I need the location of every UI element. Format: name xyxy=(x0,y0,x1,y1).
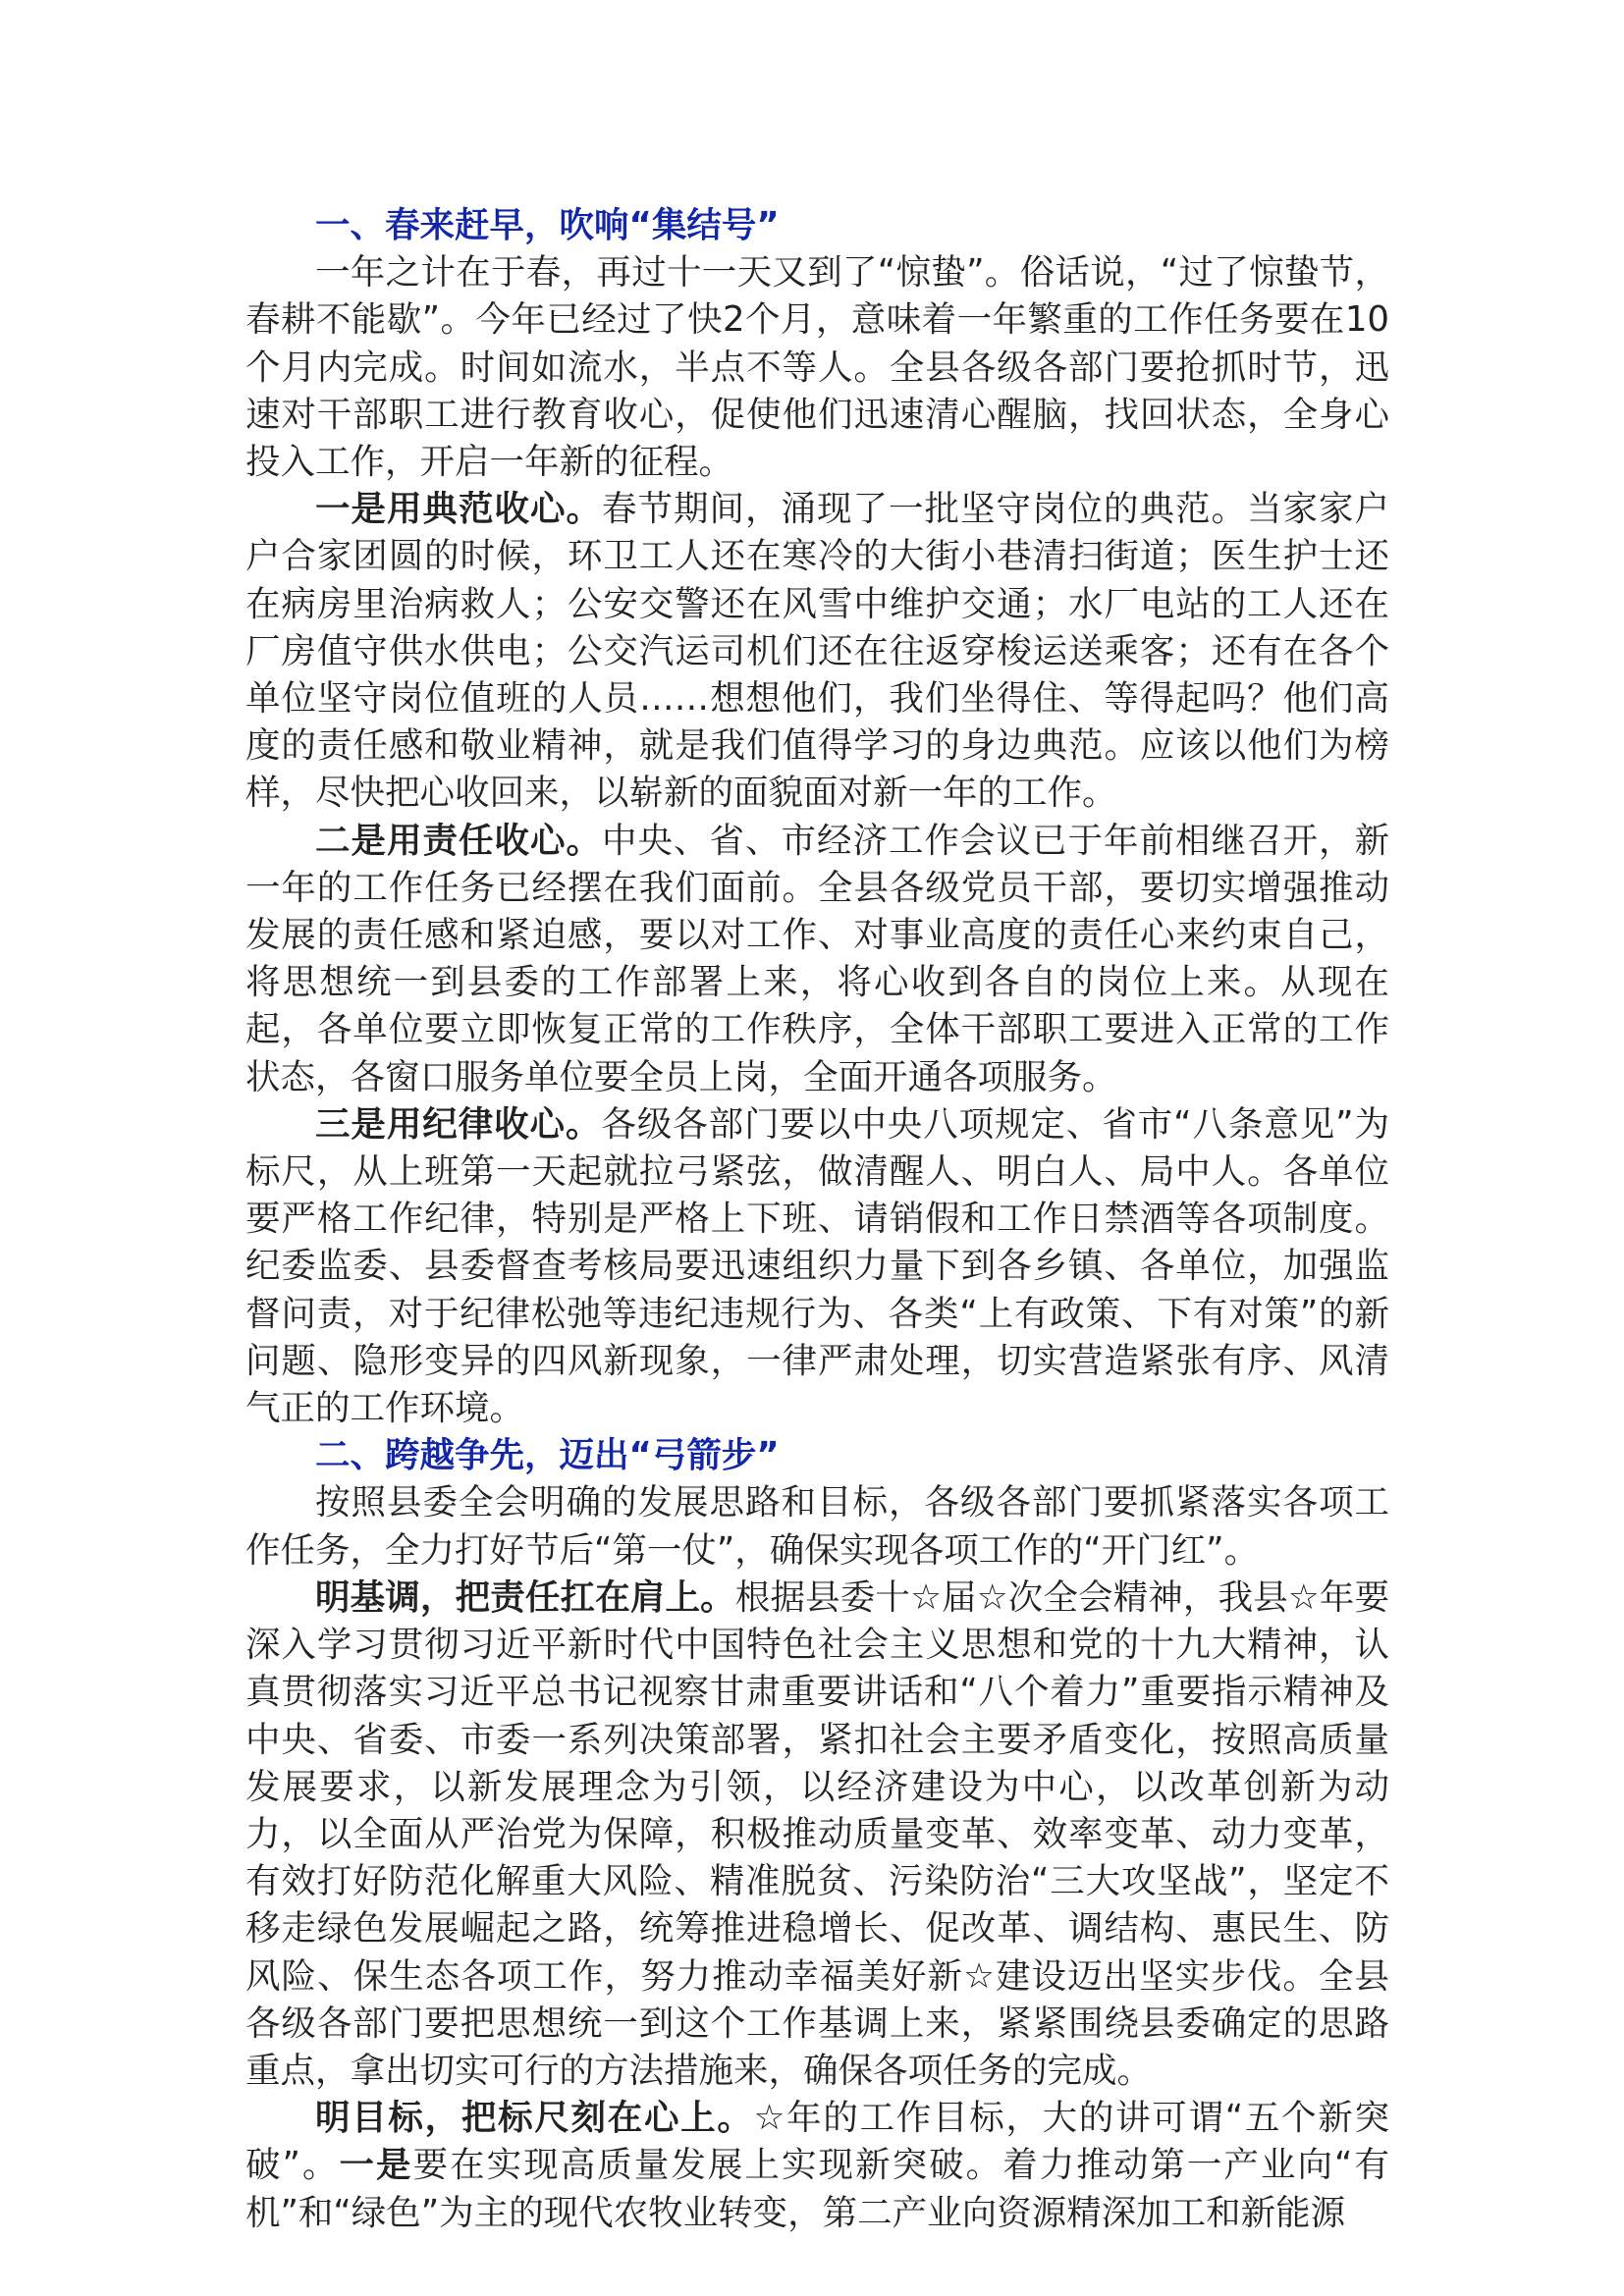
paragraph xyxy=(245,249,1389,486)
paragraph-text: 春节期间，涌现了一批坚守岗位的典范。当家家户户合家团圆的时候，环卫工人还在寒冷的大街小巷清扫街道；医生护士还在病房里治病救人；公安交警还在风雪中维护交通；水厂电站的工人还在厂房值守供水供电；公交汽运司机们还在往返穿梭运送乘客；还有在各个单位坚守岗位值班的人员……想想他们，我们坐得住、等得起吗？他们高度的责任感和敬业精神，就是我们值得学习的身边典范。应该以他们为榜样，尽快把心收回来，以崭新的面貌面对新一年的工作。 xyxy=(245,489,1389,814)
paragraph xyxy=(245,1575,1389,2095)
paragraph-lead: 明基调，把责任扛在肩上。 xyxy=(315,1576,735,1618)
paragraph-lead: 明目标，把标尺刻在心上。 xyxy=(315,2098,754,2139)
paragraph-lead: 一是用典范收心。 xyxy=(315,489,602,530)
paragraph-text: 按照县委全会明确的发展思路和目标，各级各部门要抓紧落实各项工作任务，全力打好节后“第一仗”，确保实现各项工作的“开门红”。 xyxy=(245,1482,1389,1571)
paragraph xyxy=(245,818,1389,1101)
document-body xyxy=(245,202,1389,2237)
paragraph-text-secondary: 要在实现高质量发展上实现新突破。着力推动第一产业向“有机”和“绿色”为主的现代农牧业转变，第二产业向资源精深加工和新能源 xyxy=(245,2145,1389,2233)
paragraph xyxy=(245,1479,1389,1574)
paragraph xyxy=(245,486,1389,817)
section-heading-1: 一、春来赶早，吹响“集结号” xyxy=(315,205,780,245)
section-heading-2: 二、跨越争先，迈出“弓箭步” xyxy=(315,1435,780,1476)
paragraph xyxy=(245,1101,1389,1432)
paragraph xyxy=(245,2095,1389,2237)
paragraph-lead-secondary: 一是 xyxy=(339,2145,413,2186)
paragraph-text: 根据县委十☆届☆次全会精神，我县☆年要深入学习贯彻习近平新时代中国特色社会主义思想和党的十九大精神，认真贯彻落实习近平总书记视察甘肃重要讲话和“八个着力”重要指示精神及中央、省委、市委一系列决策部署，紧扣社会主要矛盾变化，按照高质量发展要求，以新发展理念为引领，以经济建设为中心，以改革创新为动力，以全面从严治党为保障，积极推动质量变革、效率变革、动力变革，有效打好防范化解重大风险、精准脱贫、污染防治“三大攻坚战”，坚定不移走绿色发展崛起之路，统筹推进稳增长、促改革、调结构、惠民生、防风险、保生态各项工作，努力推动幸福美好新☆建设迈出坚实步伐。全县各级各部门要把思想统一到这个工作基调上来，紧紧围绕县委确定的思路重点，拿出切实可行的方法措施来，确保各项任务的完成。 xyxy=(245,1576,1389,2091)
paragraph-text: 一年之计在于春，再过十一天又到了“惊蛰”。俗话说，“过了惊蛰节，春耕不能歇”。今年已经过了快2个月，意味着一年繁重的工作任务要在10个月内完成。时间如流水，半点不等人。全县各级各部门要抢抓时节，迅速对干部职工进行教育收心，促使他们迅速清心醒脑，找回状态，全身心投入工作，开启一年新的征程。 xyxy=(245,252,1389,483)
paragraph-lead: 二是用责任收心。 xyxy=(315,820,602,861)
paragraph-lead: 三是用纪律收心。 xyxy=(315,1103,602,1145)
paragraph-text: ☆年的工作目标，大的讲可谓“五个新突破”。 xyxy=(245,2098,1389,2186)
paragraph-text: 各级各部门要以中央八项规定、省市“八条意见”为标尺，从上班第一天起就拉弓紧弦，做清醒人、明白人、局中人。各单位要严格工作纪律，特别是严格上下班、请销假和工作日禁酒等各项制度。纪委监委、县委督查考核局要迅速组织力量下到各乡镇、各单位，加强监督问责，对于纪律松弛等违纪违规行为、各类“上有政策、下有对策”的新问题、隐形变异的四风新现象，一律严肃处理，切实营造紧张有序、风清气正的工作环境。 xyxy=(245,1103,1389,1429)
paragraph-text: 中央、省、市经济工作会议已于年前相继召开，新一年的工作任务已经摆在我们面前。全县各级党员干部，要切实增强推动发展的责任感和紧迫感，要以对工作、对事业高度的责任心来约束自己，将思想统一到县委的工作部署上来，将心收到各自的岗位上来。从现在起，各单位要立即恢复正常的工作秩序，全体干部职工要进入正常的工作状态，各窗口服务单位要全员上岗，全面开通各项服务。 xyxy=(245,820,1389,1097)
